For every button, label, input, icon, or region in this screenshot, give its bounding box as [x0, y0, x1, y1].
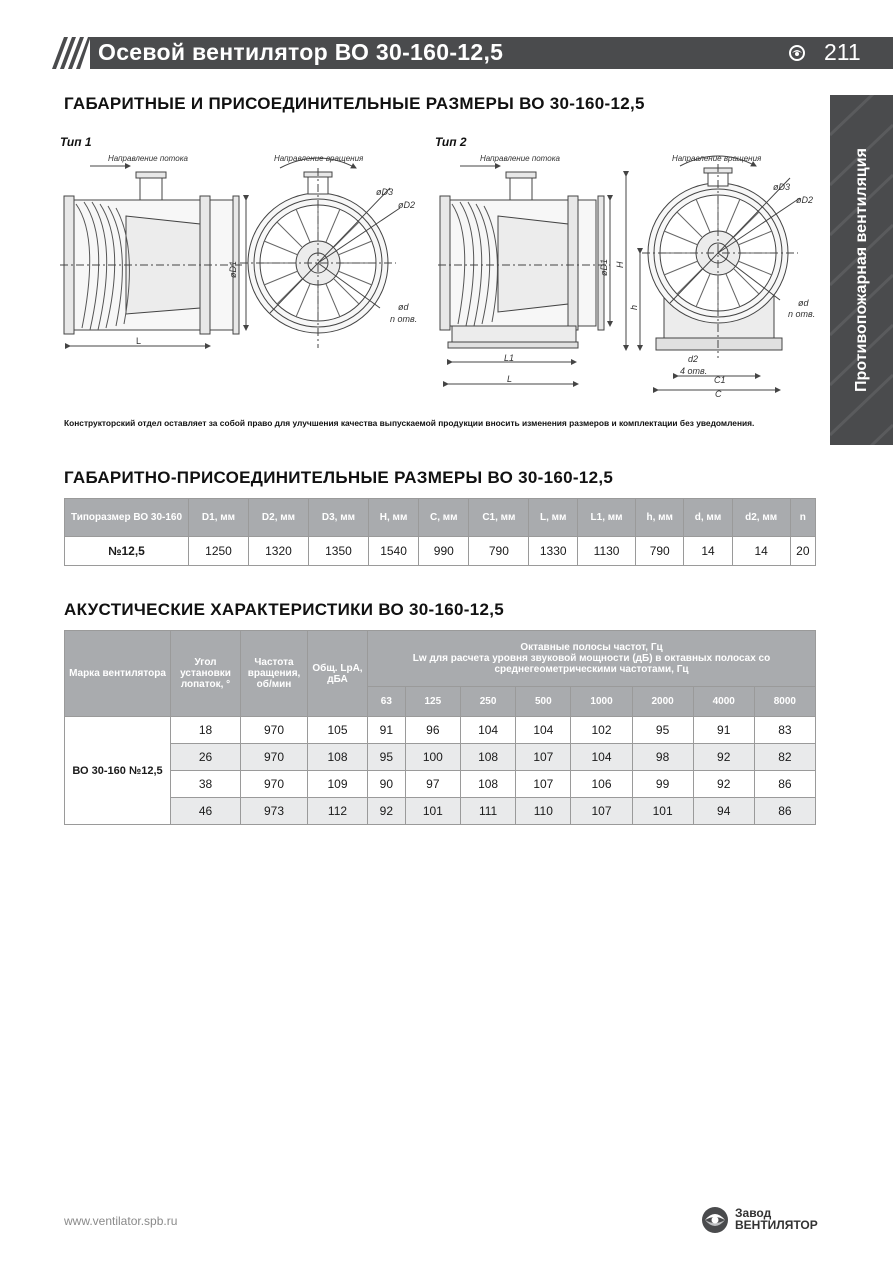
table-cell: 14: [684, 537, 732, 566]
header-cell: L1, мм: [578, 499, 636, 537]
table-cell: 970: [241, 717, 308, 744]
brand-cell: ВО 30-160 №12,5: [65, 717, 171, 825]
section-title-dimensions: ГАБАРИТНЫЕ И ПРИСОЕДИНИТЕЛЬНЫЕ РАЗМЕРЫ ВО 30-160-12,5: [64, 94, 645, 113]
dim-d2-type2: d2: [688, 354, 699, 364]
table-cell: 107: [516, 771, 571, 798]
freq-cell: 8000: [754, 687, 815, 717]
table-cell: 107: [516, 744, 571, 771]
header-cell-octave: [368, 631, 816, 687]
table-cell: 95: [368, 744, 406, 771]
company-logo-icon: [700, 1205, 730, 1235]
dim-D1-type2: øD1: [599, 258, 609, 276]
table-cell: 14: [732, 537, 790, 566]
freq-cell: 250: [460, 687, 515, 717]
table-cell: 990: [419, 537, 469, 566]
table-cell: №12,5: [65, 537, 189, 566]
table-cell: 92: [368, 798, 406, 825]
table-cell: 1540: [368, 537, 418, 566]
table-cell: 1330: [529, 537, 578, 566]
freq-cell: 63: [368, 687, 406, 717]
table-cell: 83: [754, 717, 815, 744]
header-stripes-decoration: [46, 37, 90, 69]
octave-subtitle: Lw для расчета уровня звуковой мощности (дБ) в октавных полосах со среднегеометрическими частотами, Гц: [412, 653, 771, 675]
dimensions-table-header: [65, 499, 816, 537]
table-cell: 108: [460, 771, 515, 798]
table-row: [65, 537, 816, 566]
table-cell: 98: [632, 744, 693, 771]
fan-dimension-drawing: [60, 128, 830, 403]
table-cell: 95: [632, 717, 693, 744]
header-cell-brand: Марка вентилятора: [65, 631, 171, 717]
table-cell: 100: [405, 744, 460, 771]
table-cell: 46: [171, 798, 241, 825]
dim-C-type2: C: [715, 389, 722, 399]
type1-side-view: [60, 172, 242, 334]
dim-D2-type2: øD2: [796, 195, 814, 205]
page-title: Осевой вентилятор ВО 30-160-12,5: [98, 39, 504, 65]
table-cell: 112: [308, 798, 368, 825]
table-cell: 790: [636, 537, 684, 566]
type2-side-view: [438, 172, 610, 384]
table-cell: 970: [241, 744, 308, 771]
section-title-acoustic: АКУСТИЧЕСКИЕ ХАРАКТЕРИСТИКИ ВО 30-160-12,5: [64, 600, 504, 619]
header-cell: d2, мм: [732, 499, 790, 537]
dim-d-type1: ød: [398, 302, 409, 312]
dim-L-type1: L: [136, 336, 142, 346]
table-cell: 790: [469, 537, 529, 566]
dim-n-holes-type1: n отв.: [390, 314, 418, 324]
dim-d-type2: ød: [798, 298, 809, 308]
table-cell: 109: [308, 771, 368, 798]
footer-website-link[interactable]: www.ventilator.spb.ru: [64, 1214, 178, 1228]
header-cell: L, мм: [529, 499, 578, 537]
header-cell: D3, мм: [308, 499, 368, 537]
table-cell: 108: [460, 744, 515, 771]
dim-D3-type1: øD3: [376, 187, 394, 197]
table-cell: 111: [460, 798, 515, 825]
dim-h-type2: h: [629, 304, 639, 310]
dim-D3-type2: øD3: [773, 182, 791, 192]
rotation-direction-label-2: Направление вращения: [672, 154, 762, 163]
table-cell: 970: [241, 771, 308, 798]
header-cell: D1, мм: [189, 499, 249, 537]
page-number: 211: [824, 39, 861, 65]
dimensions-table: [64, 498, 816, 566]
rotation-direction-label-1: Направление вращения: [274, 154, 364, 163]
table-cell: 1320: [248, 537, 308, 566]
header-cell: n: [790, 499, 815, 537]
table-cell: 96: [405, 717, 460, 744]
dim-n-holes-type2: n отв.: [788, 309, 816, 319]
octave-title: Октавные полосы частот, Гц: [520, 642, 663, 653]
header-cell: h, мм: [636, 499, 684, 537]
header-cell: Типоразмер ВО 30-160: [65, 499, 189, 537]
header-cell-total: Общ. LpA, дБА: [308, 631, 368, 717]
dim-L1-type2: L1: [504, 353, 515, 363]
table-cell: 86: [754, 771, 815, 798]
table-cell: 108: [308, 744, 368, 771]
table-cell: 86: [754, 798, 815, 825]
dim-H-type2: H: [615, 261, 625, 268]
table-row: [65, 798, 816, 825]
side-section-tab: [830, 95, 893, 445]
table-cell: 18: [171, 717, 241, 744]
header-cell: D2, мм: [248, 499, 308, 537]
table-cell: 38: [171, 771, 241, 798]
table-cell: 26: [171, 744, 241, 771]
table-row: [65, 744, 816, 771]
acoustic-table: [64, 630, 816, 825]
table-cell: 105: [308, 717, 368, 744]
header-cell-speed: Частота вращения, об/мин: [241, 631, 308, 717]
table-cell: 99: [632, 771, 693, 798]
header-cell: d, мм: [684, 499, 732, 537]
table-row: [65, 771, 816, 798]
table-cell: 92: [693, 771, 754, 798]
table-cell: 82: [754, 744, 815, 771]
table-cell: 101: [405, 798, 460, 825]
table-cell: 90: [368, 771, 406, 798]
dim-D2-type1: øD2: [398, 200, 416, 210]
freq-cell: 125: [405, 687, 460, 717]
table-row: [65, 717, 816, 744]
acoustic-table-header: [65, 631, 816, 687]
type1-label: Тип 1: [60, 135, 92, 149]
table-cell: 104: [571, 744, 632, 771]
table-cell: 1350: [308, 537, 368, 566]
table-cell: 106: [571, 771, 632, 798]
type2-label: Тип 2: [435, 135, 467, 149]
header-cell-angle: Угол установки лопаток, °: [171, 631, 241, 717]
table-cell: 91: [368, 717, 406, 744]
table-cell: 94: [693, 798, 754, 825]
footer-brand-line1: Завод: [735, 1206, 772, 1220]
freq-cell: 4000: [693, 687, 754, 717]
header-cell: C, мм: [419, 499, 469, 537]
table-cell: 92: [693, 744, 754, 771]
dim-L-type2: L: [507, 374, 513, 384]
page-header: [46, 37, 893, 69]
table-cell: 110: [516, 798, 571, 825]
table-cell: 91: [693, 717, 754, 744]
flow-direction-label-1: Направление потока: [108, 154, 188, 163]
footer-brand-line2: ВЕНТИЛЯТОР: [735, 1218, 818, 1232]
table-cell: 973: [241, 798, 308, 825]
table-cell: 1250: [189, 537, 249, 566]
table-cell: 97: [405, 771, 460, 798]
freq-cell: 500: [516, 687, 571, 717]
header-cell: H, мм: [368, 499, 418, 537]
table-cell: 104: [460, 717, 515, 744]
freq-cell: 2000: [632, 687, 693, 717]
freq-cell: 1000: [571, 687, 632, 717]
dim-D1-type1: øD1: [228, 260, 238, 278]
dim-C1-type2: C1: [714, 375, 726, 385]
table-cell: 104: [516, 717, 571, 744]
table-cell: 1130: [578, 537, 636, 566]
side-tab-label: Противопожарная вентиляция: [852, 148, 870, 392]
table-cell: 102: [571, 717, 632, 744]
table-cell: 101: [632, 798, 693, 825]
type2-front-view: [626, 164, 800, 390]
flow-direction-label-2: Направление потока: [480, 154, 560, 163]
header-cell: C1, мм: [469, 499, 529, 537]
disclaimer-note: Конструкторский отдел оставляет за собой право для улучшения качества выпускаемой продукции вносить изменения размеров и комплектации без уведомления.: [64, 418, 755, 428]
company-logo-icon: [789, 45, 805, 61]
table-cell: 20: [790, 537, 815, 566]
dim-4-holes-type2: 4 отв.: [680, 366, 708, 376]
section-title-dims-table: ГАБАРИТНО-ПРИСОЕДИНИТЕЛЬНЫЕ РАЗМЕРЫ ВО 30-160-12,5: [64, 468, 614, 487]
table-cell: 107: [571, 798, 632, 825]
